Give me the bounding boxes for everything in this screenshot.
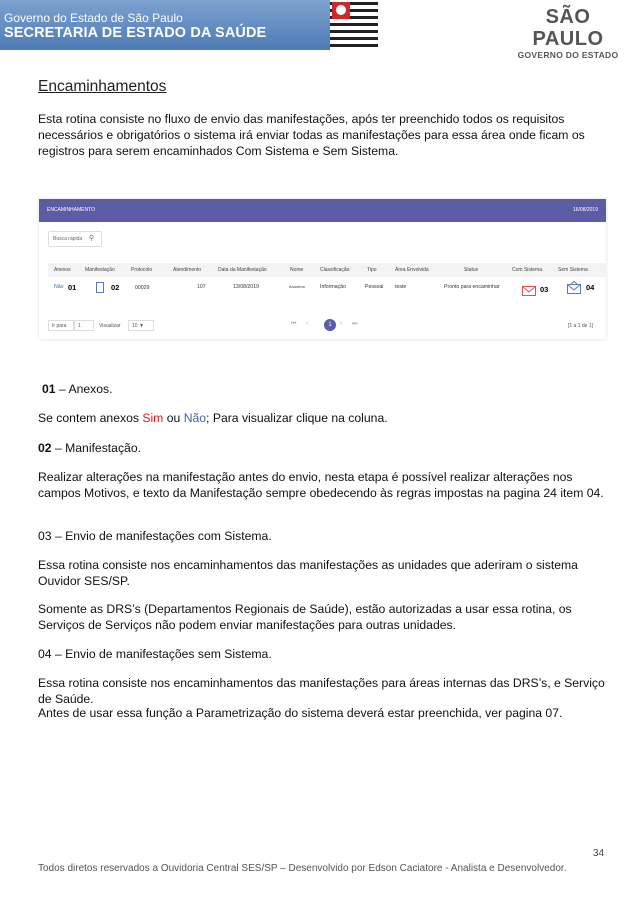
- quick-search-input[interactable]: [48, 231, 102, 247]
- item-01-sim: Sim: [142, 411, 164, 425]
- header-line1: Governo do Estado de São Paulo: [4, 11, 183, 25]
- footer-text: Todos diretos reservados a Ouvidoria Central SES/SP – Desenvolvido por Edson Caciatore - Analista e Desenvolvedor.: [38, 863, 567, 874]
- col-tipo[interactable]: Tipo: [367, 267, 377, 273]
- item-03-heading: 03 – Envio de manifestações com Sistema.: [38, 529, 272, 543]
- item-01-desc-b: ou: [163, 411, 184, 425]
- pagination-bar: [48, 319, 598, 333]
- item-01-nao: Não: [183, 411, 207, 425]
- marker-03: 03: [540, 285, 549, 294]
- encaminhamento-screenshot: [39, 199, 606, 339]
- intro-paragraph: Esta rotina consiste no fluxo de envio das manifestações, após ter preenchido todos os requisitos necessários e obrigatórios o sistema irá enviar todas as manifestações para essa área onde ficam os registros para serem encaminhados Com Sistema e Sem Sistema.: [38, 112, 585, 158]
- col-manifestacao[interactable]: Manifestação: [85, 267, 115, 273]
- col-data[interactable]: Data da Manifestação: [218, 267, 267, 273]
- item-04-description-1: Essa rotina consiste nos encaminhamentos das manifestações para áreas internas das DRS’s, e Serviço de Saúde.: [38, 676, 605, 706]
- marker-04: 04: [586, 283, 595, 292]
- goto-page-label: Ir para: [48, 320, 74, 331]
- header-banner: [0, 0, 378, 50]
- first-page-icon[interactable]: ⏮: [291, 321, 297, 327]
- screenshot-header: [39, 199, 606, 222]
- search-placeholder: Busca rápida: [53, 236, 83, 242]
- cell-atendimento: 107: [197, 284, 206, 290]
- item-01-desc-c: ; Para visualizar clique na coluna.: [206, 411, 388, 425]
- next-page-icon[interactable]: ›: [340, 321, 342, 327]
- page-number: 34: [593, 848, 605, 859]
- last-page-icon[interactable]: ⏭: [352, 321, 358, 327]
- send-without-system-icon[interactable]: [567, 281, 581, 294]
- cell-classificacao: Informação: [320, 284, 346, 290]
- logo-sub-text: GOVERNO DO ESTADO: [517, 50, 619, 60]
- item-03-description-2: Somente as DRS’s (Departamentos Regionais de Saúde), estão autorizadas a usar essa rotina, os Serviços de Serviços não podem enviar manifestações para outras unidades.: [38, 602, 572, 632]
- page-1-button[interactable]: 1: [324, 319, 336, 331]
- item-01-number: 01: [42, 382, 56, 396]
- cell-nome: Anonimo: [289, 284, 305, 289]
- col-area[interactable]: Área Envolvida: [395, 267, 429, 273]
- section-title: Encaminhamentos: [38, 78, 167, 95]
- screenshot-date: 16/08/2019: [572, 207, 598, 213]
- item-01-desc-a: Se contem anexos: [38, 411, 143, 425]
- page-range: [1 a 1 de 1]: [568, 323, 594, 329]
- col-anexos[interactable]: Anexos: [54, 267, 71, 273]
- col-status[interactable]: Status: [464, 267, 479, 273]
- goto-page-input[interactable]: 1: [74, 320, 94, 331]
- table-row: [48, 281, 606, 295]
- cell-anexos[interactable]: Não: [54, 284, 64, 290]
- table-header: [48, 263, 606, 277]
- edit-manifestation-icon[interactable]: [96, 282, 104, 293]
- item-03-description-1: Essa rotina consiste nos encaminhamentos das manifestações as unidades que aderiram o sistema Ouvidor SES/SP.: [38, 558, 578, 588]
- col-com-sistema[interactable]: Com Sistema: [512, 267, 543, 273]
- page-size-select[interactable]: 10 ▼: [128, 320, 154, 331]
- cell-tipo: Pessoal: [365, 284, 384, 290]
- view-label: Visualizar: [99, 323, 121, 329]
- col-nome[interactable]: Nome: [290, 267, 304, 273]
- item-04-heading: 04 – Envio de manifestações sem Sistema.: [38, 647, 272, 661]
- item-02-heading: [38, 440, 606, 456]
- item-02-description: Realizar alterações na manifestação antes do envio, nesta etapa é possível realizar alterações nos campos Motivos, e texto da Manifestação sempre obedecendo às regras impostas na pagina 24 item 04.: [38, 470, 604, 500]
- marker-02: 02: [111, 283, 120, 292]
- item-01-title: – Anexos.: [55, 382, 113, 396]
- col-classificacao[interactable]: Classificação: [320, 267, 350, 273]
- cell-protocolo: 00029: [135, 285, 150, 291]
- col-sem-sistema[interactable]: Sem Sistema: [558, 267, 588, 273]
- send-with-system-icon[interactable]: [522, 286, 536, 296]
- search-icon[interactable]: ⚲: [89, 235, 95, 242]
- prev-page-icon[interactable]: ‹: [306, 321, 308, 327]
- cell-status: Pronto para encaminhar: [444, 284, 500, 290]
- sp-government-logo: [512, 6, 624, 60]
- col-atendimento[interactable]: Atendimento: [173, 267, 202, 273]
- item-01-heading: [42, 381, 610, 397]
- col-protocolo[interactable]: Protocolo: [131, 267, 153, 273]
- cell-data: 13/08/2019: [233, 284, 259, 290]
- item-04-description-2: Antes de usar essa função a Parametrização do sistema deverá estar preenchida, ver pagina 07.: [38, 706, 563, 720]
- cell-area: teste: [395, 284, 407, 290]
- item-02-number: 02: [38, 441, 52, 455]
- marker-01: 01: [68, 283, 77, 292]
- item-02-title: – Manifestação.: [51, 441, 141, 455]
- screenshot-title: ENCAMINHAMENTO: [47, 207, 95, 213]
- sp-flag-icon: [330, 0, 378, 50]
- logo-main-text: SÃO PAULO: [532, 6, 604, 50]
- header-line2: SECRETARIA DE ESTADO DA SAÚDE: [4, 25, 267, 41]
- item-01-description: [38, 410, 606, 426]
